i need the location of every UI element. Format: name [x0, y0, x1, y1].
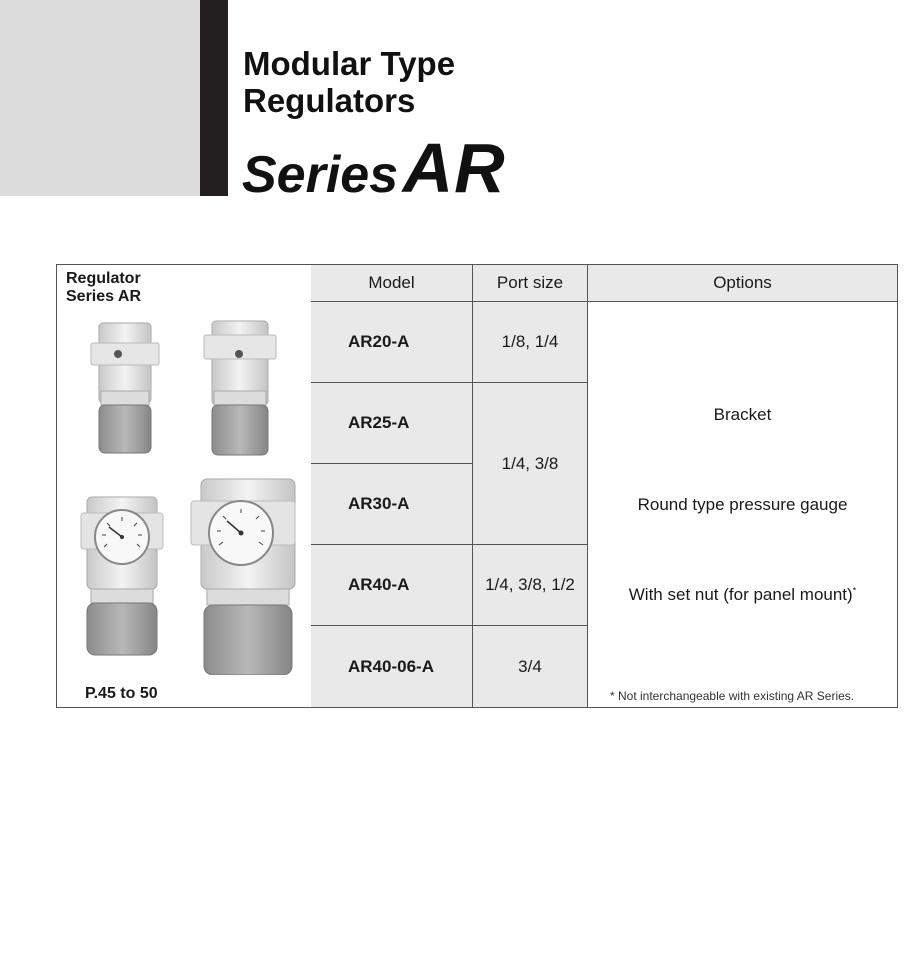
model-cell: AR20-A — [311, 302, 473, 383]
regulator-gauge-2-icon — [191, 479, 295, 675]
regulator-gauge-1-icon — [81, 497, 163, 655]
port-size-cell: 1/8, 1/4 — [473, 302, 588, 383]
regulator-small-1-icon — [91, 323, 159, 453]
series-code: AR — [402, 129, 506, 207]
image-cell-title-line2: Series AR — [66, 288, 141, 305]
footnote: * Not interchangeable with existing AR Series. — [610, 689, 855, 703]
port-size-cell: 1/4, 3/8, 1/2 — [473, 545, 588, 626]
column-header-port-size: Port size — [473, 265, 588, 302]
model-cell: AR40-06-A — [311, 626, 473, 707]
column-header-model: Model — [311, 265, 473, 302]
page-title-line1: Modular Type — [243, 45, 456, 82]
options-cell — [588, 302, 897, 707]
model-cell: AR25-A — [311, 383, 473, 464]
model-cell: AR40-A — [311, 545, 473, 626]
option-set-nut-label: With set nut (for panel mount) — [628, 585, 853, 604]
header-gray-block — [0, 0, 200, 196]
port-size-cell: 3/4 — [473, 626, 588, 707]
option-bracket: Bracket — [713, 405, 772, 424]
port-size-cell: 1/4, 3/8 — [473, 383, 588, 545]
model-table — [56, 264, 898, 708]
header-accent-bar — [200, 0, 228, 196]
column-header-options: Options — [588, 265, 897, 302]
page-reference: P.45 to 50 — [85, 685, 158, 702]
option-set-nut — [588, 585, 897, 605]
regulator-small-2-icon — [204, 321, 276, 455]
model-cell: AR30-A — [311, 464, 473, 545]
series-word: Series — [242, 146, 399, 204]
regulator-product-photo-icon — [57, 265, 311, 675]
option-set-nut-mark: * — [852, 585, 857, 596]
series-title — [242, 128, 506, 208]
page-title-line2: Regulators — [243, 82, 416, 119]
product-image-cell — [57, 265, 312, 707]
option-gauge: Round type pressure gauge — [637, 495, 848, 514]
image-cell-title-line1: Regulator — [66, 270, 141, 287]
